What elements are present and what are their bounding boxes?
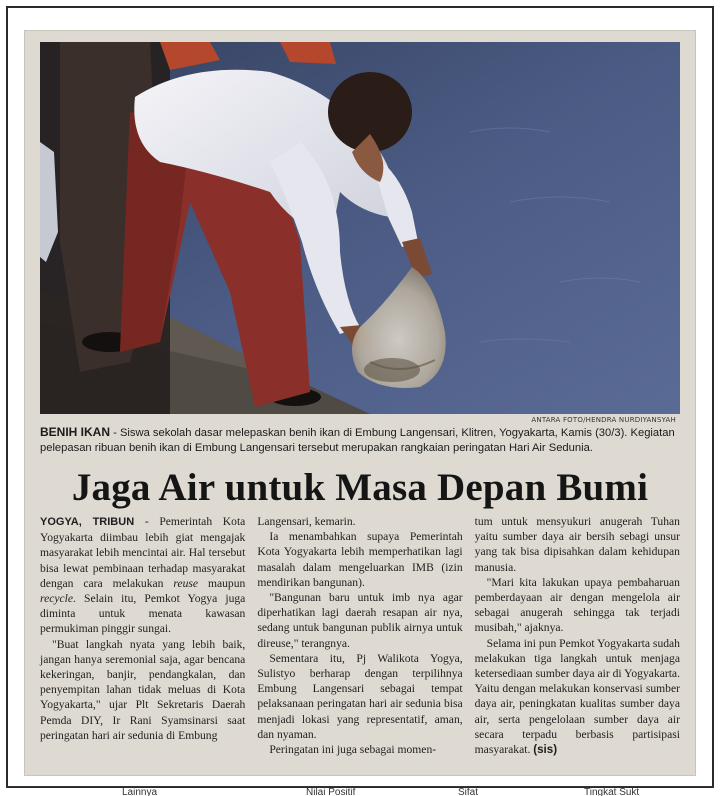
article-paragraph: tum untuk mensyukuri anugerah Tuhan yaitu sumber daya air bersih sebagi unsur yang tak bisa dipisahkan dalam kehidupan manusia.: [474, 515, 680, 574]
article-paragraph: "Bangunan baru untuk imb nya agar diperhatikan lagi daerah resapan air nya, sedang untuk bangunan publik airnya untuk direuse," terangnya.: [257, 591, 463, 650]
caption-kicker: BENIH IKAN: [40, 425, 111, 439]
dateline: YOGYA, TRIBUN: [40, 516, 135, 528]
article-column-3: [475, 514, 680, 760]
article-paragraph: "Buat langkah nyata yang lebih baik, jangan hanya seremonial saja, agar bencana kekeringan, banjir, pendangkalan, dan penyempitan lahan tidak meluas di Kota Yogyakarta," ujar Plt Sekretaris Daerah Pemda DIY, Ir Rani Syamsinarsi saat peringatan hari air sedunia di Embung: [40, 637, 246, 742]
strip-label: Lainnya: [122, 787, 158, 796]
article-paragraph: "Mari kita lakukan upaya pembaharuan pemberdayaan air dengan mengelola air sebagai anugerah sehingga tak terjadi musibah," ajaknya.: [474, 575, 680, 635]
caption-text: - Siswa sekolah dasar melepaskan benih ikan di Embung Langensari, Klitren, Yogyakarta, Kamis (30/3). Kegiatan pelepasan ribuan benih ikan di Embung Langensari tersebut merupakan rangkaian peringatan Hari Air Sedunia.: [40, 427, 675, 454]
strip-label: Sifat: [458, 787, 479, 796]
photo-caption: [40, 425, 680, 456]
headline: Jaga Air untuk Masa Depan Bumi: [71, 466, 649, 509]
strip-label: Tingkat Sukt: [584, 787, 640, 796]
article-paragraph: Langensari, kemarin.: [257, 515, 356, 528]
article-body: [40, 514, 680, 760]
article-column-2: [257, 514, 462, 760]
next-page-strip: [6, 786, 714, 796]
article-paragraph: Peringatan ini juga sebagai momen-: [269, 743, 437, 757]
article-paragraph: YOGYA, TRIBUN - Pemerintah Kota Yogyakarta diimbau lebih giat mengajak masyarakat lebih mencintai air. Hal tersebut bisa lewat pembinaan terhadap masyarakat dengan cara melakukan reuse maupun recycle. Selain itu, Pemkot Yogya juga diminta untuk menata kawasan permukiman pinggir sungai.: [40, 515, 246, 636]
article-paragraph: Ia menambahkan supaya Pemerintah Kota Yogyakarta lebih memperhatikan lagi masalah dalam mengeluarkan IMB (izin mendirikan bangunan).: [257, 530, 463, 589]
strip-label: Nilai Positif: [306, 787, 356, 796]
author-signature: (sis): [533, 743, 558, 757]
article-column-1: [40, 514, 245, 760]
article-paragraph: Selama ini pun Pemkot Yogyakarta sudah melakukan tiga langkah untuk menjaga ketersediaan sumber daya air di Yogyakarta. Yaitu dengan melakukan konservasi sumber daya air, peningkatan kualitas sumber daya air, serta pengelolaan sumber daya air secara terpadu berbasis partisipasi masyarakat. (sis): [474, 636, 680, 757]
news-photo: [40, 42, 680, 414]
photo-credit: ANTARA FOTO/HENDRA NURDIYANSYAH: [531, 416, 676, 424]
article-paragraph: Sementara itu, Pj Walikota Yogya, Sulistyo berharap dengan terpilihnya Embung Langensari sebagai tempat pelaksanaan peringatan hari air sedunia bisa menjadi lokasi yang representatif, aman, dan nyaman.: [257, 651, 463, 741]
